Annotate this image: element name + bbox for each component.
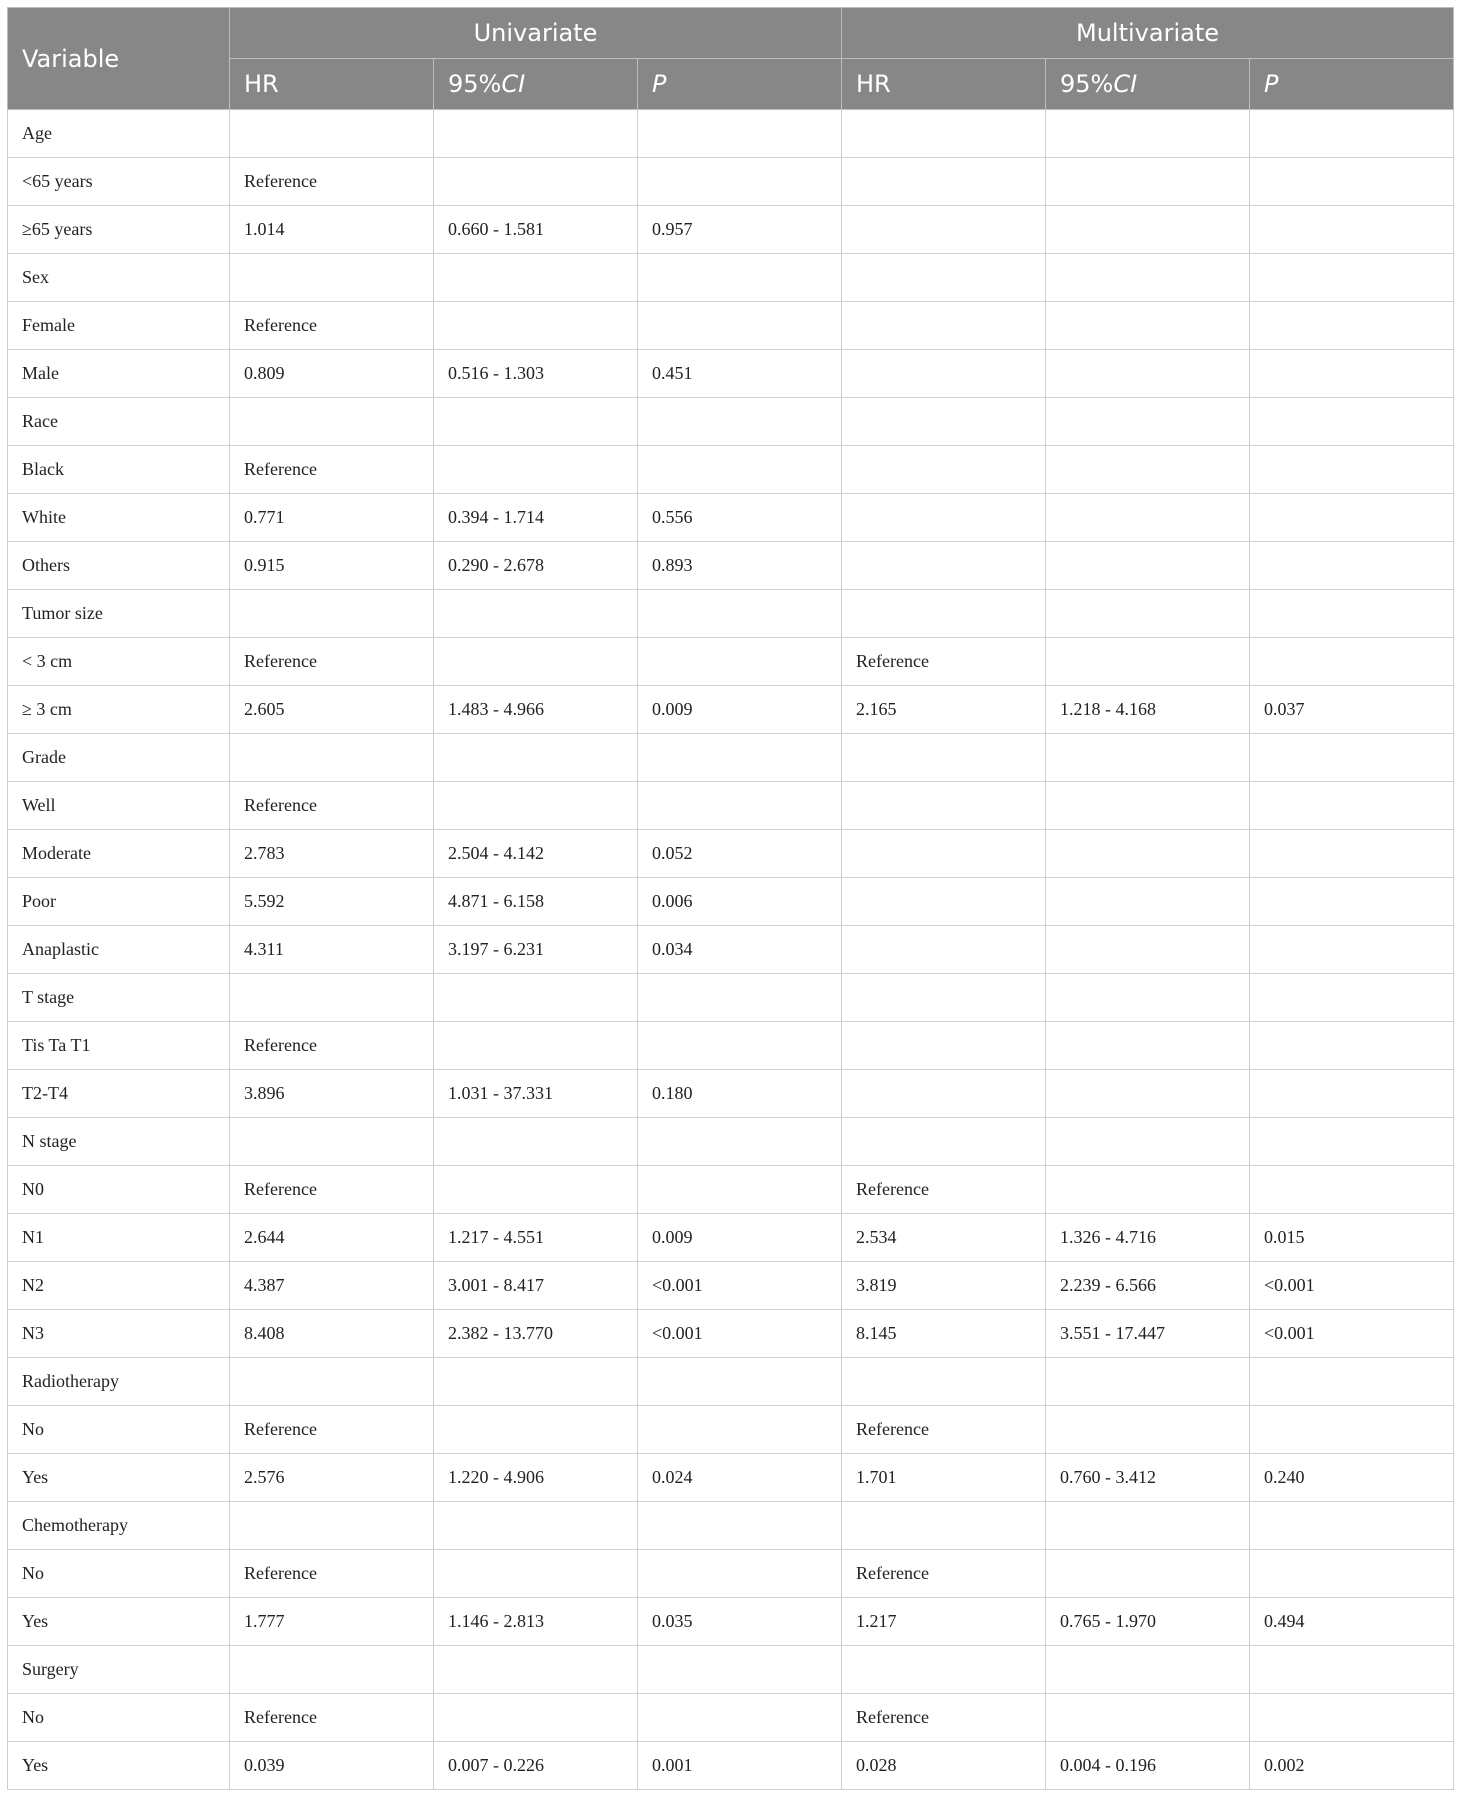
cell-uni-ci: 0.394 - 1.714 xyxy=(434,494,638,542)
cell-multi-p: 0.494 xyxy=(1250,1598,1454,1646)
table-row xyxy=(8,590,1454,638)
cell-variable: Male xyxy=(8,350,230,398)
cell-uni-hr: 2.644 xyxy=(230,1214,434,1262)
cell-uni-p: 0.009 xyxy=(638,1214,842,1262)
cell-variable: T stage xyxy=(8,974,230,1022)
cell-uni-p: 0.006 xyxy=(638,878,842,926)
table-row xyxy=(8,878,1454,926)
cell-uni-p xyxy=(638,158,842,206)
cell-uni-p: 0.035 xyxy=(638,1598,842,1646)
cell-multi-hr xyxy=(842,542,1046,590)
cell-multi-p xyxy=(1250,158,1454,206)
cell-uni-ci: 1.146 - 2.813 xyxy=(434,1598,638,1646)
header-multivariate: Multivariate xyxy=(842,8,1454,59)
header-multi-p: P xyxy=(1250,59,1454,110)
cell-multi-ci xyxy=(1046,254,1250,302)
cell-uni-ci xyxy=(434,1166,638,1214)
cell-uni-ci: 3.001 - 8.417 xyxy=(434,1262,638,1310)
cell-uni-p: 0.556 xyxy=(638,494,842,542)
cell-uni-hr: 0.771 xyxy=(230,494,434,542)
cell-multi-p xyxy=(1250,1022,1454,1070)
cell-multi-ci xyxy=(1046,398,1250,446)
cell-variable: Yes xyxy=(8,1742,230,1790)
cell-variable: Female xyxy=(8,302,230,350)
cell-multi-hr xyxy=(842,302,1046,350)
table-row xyxy=(8,542,1454,590)
cell-variable: N1 xyxy=(8,1214,230,1262)
cell-uni-p: 0.451 xyxy=(638,350,842,398)
table-row xyxy=(8,1694,1454,1742)
cell-uni-ci xyxy=(434,638,638,686)
cell-variable: Well xyxy=(8,782,230,830)
cell-uni-hr: Reference xyxy=(230,302,434,350)
table-row xyxy=(8,1070,1454,1118)
cell-uni-p xyxy=(638,1550,842,1598)
table-row xyxy=(8,686,1454,734)
cell-uni-hr: 1.014 xyxy=(230,206,434,254)
cell-uni-p xyxy=(638,638,842,686)
table-row xyxy=(8,1166,1454,1214)
cell-multi-hr: 1.701 xyxy=(842,1454,1046,1502)
cell-uni-hr: 0.039 xyxy=(230,1742,434,1790)
cell-variable: Poor xyxy=(8,878,230,926)
cell-uni-hr xyxy=(230,1646,434,1694)
cell-uni-ci: 1.220 - 4.906 xyxy=(434,1454,638,1502)
cell-multi-p xyxy=(1250,638,1454,686)
cell-multi-p xyxy=(1250,590,1454,638)
cell-multi-p xyxy=(1250,734,1454,782)
cell-variable: Moderate xyxy=(8,830,230,878)
cell-variable: No xyxy=(8,1694,230,1742)
table-header xyxy=(8,8,1454,110)
cell-uni-p xyxy=(638,110,842,158)
cell-uni-hr xyxy=(230,734,434,782)
cell-multi-hr xyxy=(842,830,1046,878)
cell-uni-ci: 0.516 - 1.303 xyxy=(434,350,638,398)
cell-multi-hr xyxy=(842,110,1046,158)
header-multi-hr: HR xyxy=(842,59,1046,110)
cell-uni-hr: Reference xyxy=(230,1406,434,1454)
table-row xyxy=(8,638,1454,686)
cell-multi-p: 0.037 xyxy=(1250,686,1454,734)
cell-variable: ≥65 years xyxy=(8,206,230,254)
cell-multi-hr: Reference xyxy=(842,1550,1046,1598)
cell-variable: N0 xyxy=(8,1166,230,1214)
cell-variable: ≥ 3 cm xyxy=(8,686,230,734)
cell-uni-p xyxy=(638,590,842,638)
cell-uni-hr: Reference xyxy=(230,782,434,830)
table-row xyxy=(8,734,1454,782)
cell-variable: <65 years xyxy=(8,158,230,206)
cell-uni-ci xyxy=(434,1358,638,1406)
cell-uni-p xyxy=(638,1118,842,1166)
cell-variable: Yes xyxy=(8,1598,230,1646)
cell-uni-ci xyxy=(434,158,638,206)
table-row xyxy=(8,1118,1454,1166)
cell-multi-hr xyxy=(842,1358,1046,1406)
table-row xyxy=(8,1742,1454,1790)
cell-uni-ci: 1.217 - 4.551 xyxy=(434,1214,638,1262)
cell-multi-hr: 0.028 xyxy=(842,1742,1046,1790)
cell-uni-p xyxy=(638,1694,842,1742)
cell-multi-hr: 2.165 xyxy=(842,686,1046,734)
cell-multi-ci xyxy=(1046,350,1250,398)
cell-multi-hr: Reference xyxy=(842,1694,1046,1742)
cell-uni-hr xyxy=(230,110,434,158)
table-row xyxy=(8,1454,1454,1502)
cell-uni-hr: Reference xyxy=(230,446,434,494)
cell-multi-hr xyxy=(842,878,1046,926)
cell-multi-p xyxy=(1250,1646,1454,1694)
cell-multi-ci xyxy=(1046,1166,1250,1214)
cell-uni-hr xyxy=(230,398,434,446)
cell-multi-ci xyxy=(1046,1406,1250,1454)
cell-variable: Race xyxy=(8,398,230,446)
cell-uni-p: 0.009 xyxy=(638,686,842,734)
cell-multi-p xyxy=(1250,1166,1454,1214)
cell-variable: < 3 cm xyxy=(8,638,230,686)
cell-uni-p: <0.001 xyxy=(638,1262,842,1310)
cell-uni-p xyxy=(638,1646,842,1694)
cell-uni-p: 0.893 xyxy=(638,542,842,590)
cell-multi-p xyxy=(1250,1358,1454,1406)
cell-multi-hr: 1.217 xyxy=(842,1598,1046,1646)
cell-multi-p: <0.001 xyxy=(1250,1262,1454,1310)
cell-multi-p: 0.240 xyxy=(1250,1454,1454,1502)
cell-multi-hr xyxy=(842,1022,1046,1070)
cell-uni-p: <0.001 xyxy=(638,1310,842,1358)
cell-multi-ci xyxy=(1046,782,1250,830)
cell-uni-p xyxy=(638,1406,842,1454)
cell-multi-hr: 2.534 xyxy=(842,1214,1046,1262)
cell-multi-p xyxy=(1250,302,1454,350)
cell-multi-p xyxy=(1250,1118,1454,1166)
table-row xyxy=(8,1406,1454,1454)
cell-multi-hr xyxy=(842,926,1046,974)
cell-multi-hr xyxy=(842,254,1046,302)
cell-multi-p xyxy=(1250,782,1454,830)
cell-uni-hr xyxy=(230,1118,434,1166)
cell-variable: No xyxy=(8,1406,230,1454)
cell-uni-hr xyxy=(230,590,434,638)
header-uni-ci xyxy=(434,59,638,110)
cell-variable: Surgery xyxy=(8,1646,230,1694)
cell-uni-ci xyxy=(434,1022,638,1070)
table-row xyxy=(8,830,1454,878)
cell-multi-p: 0.015 xyxy=(1250,1214,1454,1262)
cell-uni-hr: 4.387 xyxy=(230,1262,434,1310)
cell-multi-ci: 0.760 - 3.412 xyxy=(1046,1454,1250,1502)
cell-uni-ci xyxy=(434,110,638,158)
cell-multi-p xyxy=(1250,494,1454,542)
cell-variable: Yes xyxy=(8,1454,230,1502)
hazard-ratio-table xyxy=(7,7,1454,1790)
cell-multi-ci xyxy=(1046,158,1250,206)
cell-variable: Chemotherapy xyxy=(8,1502,230,1550)
cell-uni-p xyxy=(638,1022,842,1070)
cell-uni-ci xyxy=(434,1406,638,1454)
cell-multi-hr xyxy=(842,350,1046,398)
cell-multi-hr: Reference xyxy=(842,1166,1046,1214)
cell-uni-hr xyxy=(230,974,434,1022)
cell-variable: T2-T4 xyxy=(8,1070,230,1118)
cell-uni-hr xyxy=(230,1358,434,1406)
cell-multi-p xyxy=(1250,206,1454,254)
cell-multi-hr xyxy=(842,974,1046,1022)
cell-uni-p xyxy=(638,446,842,494)
cell-multi-ci xyxy=(1046,302,1250,350)
cell-variable: N3 xyxy=(8,1310,230,1358)
header-multi-ci xyxy=(1046,59,1250,110)
cell-multi-ci xyxy=(1046,206,1250,254)
table-row xyxy=(8,1022,1454,1070)
cell-multi-ci: 1.218 - 4.168 xyxy=(1046,686,1250,734)
cell-uni-hr: Reference xyxy=(230,1694,434,1742)
cell-uni-hr: 8.408 xyxy=(230,1310,434,1358)
cell-multi-ci xyxy=(1046,1550,1250,1598)
cell-variable: Black xyxy=(8,446,230,494)
table-row xyxy=(8,398,1454,446)
cell-uni-p xyxy=(638,1166,842,1214)
cell-uni-ci: 1.031 - 37.331 xyxy=(434,1070,638,1118)
cell-uni-ci xyxy=(434,734,638,782)
cell-variable: White xyxy=(8,494,230,542)
cell-multi-hr xyxy=(842,398,1046,446)
cell-multi-p xyxy=(1250,1070,1454,1118)
header-variable: Variable xyxy=(8,8,230,110)
cell-variable: N stage xyxy=(8,1118,230,1166)
table-row xyxy=(8,926,1454,974)
cell-multi-ci xyxy=(1046,590,1250,638)
cell-multi-ci: 3.551 - 17.447 xyxy=(1046,1310,1250,1358)
cell-variable: Tis Ta T1 xyxy=(8,1022,230,1070)
table-row xyxy=(8,1262,1454,1310)
header-ci-italic: CI xyxy=(501,70,526,98)
cell-multi-p xyxy=(1250,254,1454,302)
table-row xyxy=(8,1358,1454,1406)
header-ci-italic: CI xyxy=(1113,70,1138,98)
cell-uni-hr: Reference xyxy=(230,158,434,206)
cell-multi-ci xyxy=(1046,830,1250,878)
cell-multi-p xyxy=(1250,446,1454,494)
cell-uni-p xyxy=(638,1358,842,1406)
cell-variable: Sex xyxy=(8,254,230,302)
table-row xyxy=(8,1502,1454,1550)
cell-multi-hr xyxy=(842,1646,1046,1694)
cell-multi-hr xyxy=(842,446,1046,494)
cell-uni-ci: 3.197 - 6.231 xyxy=(434,926,638,974)
cell-multi-ci xyxy=(1046,494,1250,542)
cell-multi-ci xyxy=(1046,878,1250,926)
cell-multi-ci: 2.239 - 6.566 xyxy=(1046,1262,1250,1310)
cell-multi-ci xyxy=(1046,110,1250,158)
table-row xyxy=(8,1598,1454,1646)
cell-variable: Others xyxy=(8,542,230,590)
cell-multi-ci xyxy=(1046,638,1250,686)
cell-multi-p xyxy=(1250,1550,1454,1598)
table-body xyxy=(8,110,1454,1790)
cell-uni-hr: 2.783 xyxy=(230,830,434,878)
cell-multi-hr xyxy=(842,1118,1046,1166)
cell-variable: No xyxy=(8,1550,230,1598)
header-uni-hr: HR xyxy=(230,59,434,110)
cell-uni-hr: Reference xyxy=(230,1550,434,1598)
cell-multi-ci: 0.004 - 0.196 xyxy=(1046,1742,1250,1790)
cell-uni-p xyxy=(638,254,842,302)
cell-multi-ci xyxy=(1046,542,1250,590)
cell-uni-ci: 0.290 - 2.678 xyxy=(434,542,638,590)
cell-uni-ci xyxy=(434,302,638,350)
cell-uni-p: 0.034 xyxy=(638,926,842,974)
cell-uni-p xyxy=(638,734,842,782)
cell-uni-hr: 0.915 xyxy=(230,542,434,590)
cell-uni-hr xyxy=(230,254,434,302)
cell-uni-ci: 0.007 - 0.226 xyxy=(434,1742,638,1790)
table-row xyxy=(8,446,1454,494)
cell-uni-ci: 4.871 - 6.158 xyxy=(434,878,638,926)
table-row xyxy=(8,350,1454,398)
cell-uni-p xyxy=(638,398,842,446)
table-row xyxy=(8,158,1454,206)
cell-uni-ci xyxy=(434,398,638,446)
header-ci-text: 95% xyxy=(448,70,502,98)
cell-uni-hr: Reference xyxy=(230,1166,434,1214)
cell-uni-hr: 2.576 xyxy=(230,1454,434,1502)
cell-uni-ci xyxy=(434,974,638,1022)
cell-uni-ci xyxy=(434,1646,638,1694)
cell-uni-ci xyxy=(434,446,638,494)
table-row xyxy=(8,494,1454,542)
cell-variable: Radiotherapy xyxy=(8,1358,230,1406)
cell-multi-ci xyxy=(1046,1694,1250,1742)
cell-uni-ci xyxy=(434,1550,638,1598)
cell-multi-p xyxy=(1250,1502,1454,1550)
cell-multi-ci xyxy=(1046,1646,1250,1694)
cell-uni-hr: 3.896 xyxy=(230,1070,434,1118)
cell-variable: Anaplastic xyxy=(8,926,230,974)
cell-multi-hr xyxy=(842,590,1046,638)
cell-multi-p xyxy=(1250,350,1454,398)
cell-uni-hr: 0.809 xyxy=(230,350,434,398)
cell-multi-ci xyxy=(1046,926,1250,974)
table-row xyxy=(8,110,1454,158)
cell-multi-hr: 8.145 xyxy=(842,1310,1046,1358)
cell-multi-ci xyxy=(1046,1358,1250,1406)
cell-multi-ci xyxy=(1046,1118,1250,1166)
cell-multi-hr xyxy=(842,1502,1046,1550)
cell-multi-ci xyxy=(1046,734,1250,782)
cell-uni-ci xyxy=(434,590,638,638)
cell-uni-p xyxy=(638,782,842,830)
cell-uni-p xyxy=(638,302,842,350)
cell-uni-ci: 2.504 - 4.142 xyxy=(434,830,638,878)
cell-uni-p: 0.957 xyxy=(638,206,842,254)
cell-multi-p xyxy=(1250,926,1454,974)
cell-uni-hr xyxy=(230,1502,434,1550)
cell-uni-p: 0.052 xyxy=(638,830,842,878)
cell-uni-p: 0.001 xyxy=(638,1742,842,1790)
cell-multi-ci xyxy=(1046,1502,1250,1550)
cell-multi-hr xyxy=(842,1070,1046,1118)
cell-multi-p xyxy=(1250,398,1454,446)
cell-uni-ci xyxy=(434,1118,638,1166)
cell-uni-ci xyxy=(434,1694,638,1742)
header-uni-p: P xyxy=(638,59,842,110)
cell-uni-p xyxy=(638,974,842,1022)
cell-multi-p xyxy=(1250,1406,1454,1454)
cell-variable: Grade xyxy=(8,734,230,782)
cell-uni-ci: 2.382 - 13.770 xyxy=(434,1310,638,1358)
cell-multi-ci: 0.765 - 1.970 xyxy=(1046,1598,1250,1646)
cell-multi-p xyxy=(1250,878,1454,926)
table-row xyxy=(8,206,1454,254)
table-row xyxy=(8,1214,1454,1262)
table-row xyxy=(8,1550,1454,1598)
header-ci-text: 95% xyxy=(1060,70,1114,98)
cell-multi-hr: 3.819 xyxy=(842,1262,1046,1310)
cell-uni-hr: 5.592 xyxy=(230,878,434,926)
cell-uni-hr: 1.777 xyxy=(230,1598,434,1646)
cell-variable: Tumor size xyxy=(8,590,230,638)
table-row xyxy=(8,254,1454,302)
cell-multi-p xyxy=(1250,110,1454,158)
cell-multi-p xyxy=(1250,974,1454,1022)
cell-multi-p xyxy=(1250,1694,1454,1742)
cell-multi-hr xyxy=(842,734,1046,782)
cell-multi-hr xyxy=(842,206,1046,254)
cell-uni-hr: 2.605 xyxy=(230,686,434,734)
cell-uni-p: 0.024 xyxy=(638,1454,842,1502)
cell-multi-ci: 1.326 - 4.716 xyxy=(1046,1214,1250,1262)
cell-multi-ci xyxy=(1046,1022,1250,1070)
cell-uni-ci xyxy=(434,254,638,302)
cell-multi-hr: Reference xyxy=(842,638,1046,686)
cell-uni-hr: Reference xyxy=(230,638,434,686)
table-row xyxy=(8,302,1454,350)
cell-uni-hr: Reference xyxy=(230,1022,434,1070)
cell-multi-ci xyxy=(1046,446,1250,494)
cell-multi-p xyxy=(1250,830,1454,878)
cell-multi-hr xyxy=(842,782,1046,830)
cell-multi-ci xyxy=(1046,1070,1250,1118)
cell-multi-ci xyxy=(1046,974,1250,1022)
cell-uni-ci xyxy=(434,1502,638,1550)
cell-uni-ci: 0.660 - 1.581 xyxy=(434,206,638,254)
cell-multi-p xyxy=(1250,542,1454,590)
cell-multi-hr: Reference xyxy=(842,1406,1046,1454)
cell-multi-p: 0.002 xyxy=(1250,1742,1454,1790)
table-row xyxy=(8,782,1454,830)
table-row xyxy=(8,1310,1454,1358)
cell-uni-p xyxy=(638,1502,842,1550)
cell-uni-ci xyxy=(434,782,638,830)
table-row xyxy=(8,974,1454,1022)
header-univariate: Univariate xyxy=(230,8,842,59)
cell-multi-p: <0.001 xyxy=(1250,1310,1454,1358)
cell-uni-ci: 1.483 - 4.966 xyxy=(434,686,638,734)
cell-multi-hr xyxy=(842,494,1046,542)
cell-multi-hr xyxy=(842,158,1046,206)
cell-uni-hr: 4.311 xyxy=(230,926,434,974)
cell-variable: Age xyxy=(8,110,230,158)
cell-uni-p: 0.180 xyxy=(638,1070,842,1118)
cell-variable: N2 xyxy=(8,1262,230,1310)
table-row xyxy=(8,1646,1454,1694)
